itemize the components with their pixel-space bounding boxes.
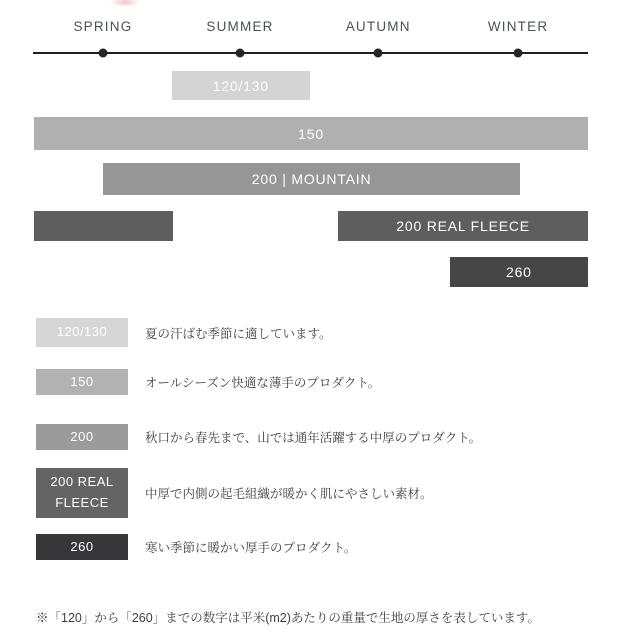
season-label-autumn: AUTUMN — [345, 19, 411, 34]
legend-chip-label: 260 — [70, 538, 94, 554]
bar-label: 200 | MOUNTAIN — [251, 171, 372, 187]
season-label-spring: SPRING — [73, 19, 133, 34]
footnote: ※「120」から「260」までの数字は平米(m2)あたりの重量で生地の厚さを表しています。 — [36, 611, 540, 625]
legend-description-260: 寒い季節に暖かい厚手のプロダクト。 — [145, 541, 357, 555]
season-label-winter: WINTER — [487, 19, 549, 34]
legend-description-200-real-fleece: 中厚で内側の起毛組織が暖かく肌にやさしい素材。 — [145, 487, 433, 501]
legend-chip-120-130 — [36, 318, 128, 347]
legend-chip-label: FLEECE — [55, 495, 109, 510]
legend-chip-label: 200 — [70, 428, 94, 444]
legend-chip-200-real-fleece — [36, 468, 128, 518]
bar-label: 120/130 — [212, 77, 269, 94]
bar-label: 200 REAL FLEECE — [396, 218, 530, 234]
bar-label: 150 — [298, 125, 324, 142]
bar-label: 260 — [506, 264, 532, 280]
legend-description-120-130: 夏の汗ばむ季節に適しています。 — [145, 326, 332, 341]
legend-chip-200 — [36, 424, 128, 450]
legend-chip-150 — [36, 369, 128, 395]
legend-chip-label: 200 REAL — [50, 474, 114, 490]
legend-chip-label: 150 — [70, 373, 94, 389]
legend-chip-label: 120/130 — [56, 324, 108, 340]
legend-description-150: オールシーズン快適な薄手のプロダクト。 — [145, 376, 381, 390]
legend-chip-260 — [36, 534, 128, 560]
season-label-summer: SUMMER — [206, 19, 274, 34]
legend-description-200: 秋口から春先まで、山では通年活躍する中厚のプロダクト。 — [145, 431, 482, 445]
